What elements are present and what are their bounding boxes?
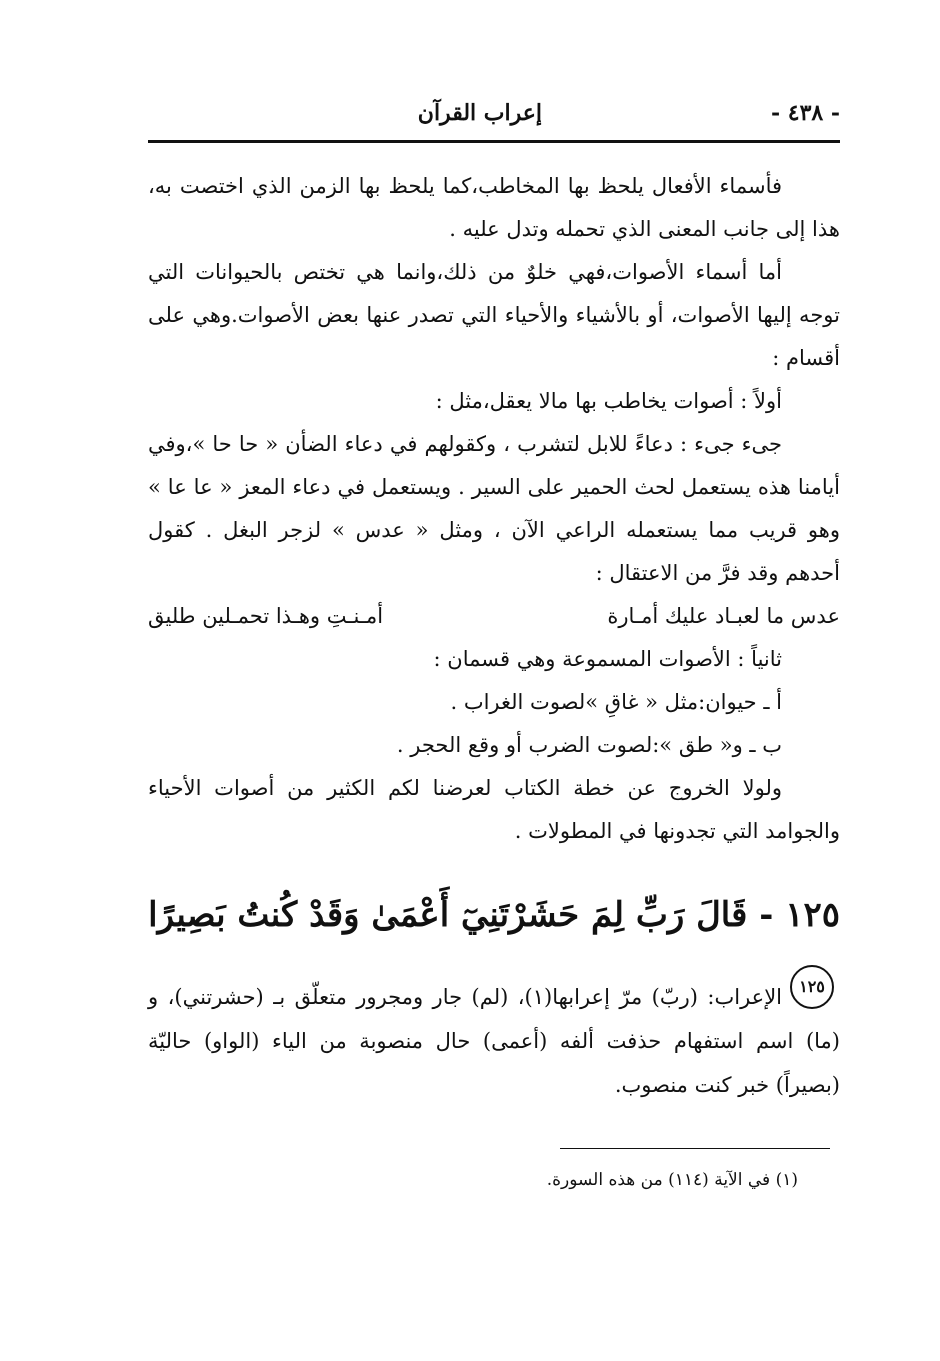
verse-first-hemistich: عدس ما لعبـاد عليك أمـارة [607, 604, 840, 628]
paragraph-conclusion: ولولا الخروج عن خطة الكتاب لعرضنا لكم الكثير من أصوات الأحياء والجوامد التي تجدونها في المطولات . [148, 776, 840, 843]
footnote: (١) في الآية (١١٤) من هذه السورة. [546, 1170, 798, 1190]
book-title: إعراب القرآن [417, 100, 542, 126]
list-item-object: ب ـ و« طق »:لصوت الضرب أو وقع الحجر . [396, 733, 782, 757]
analysis-paragraph: الإعراب: (ربّ) مرّ إعرابها(١)، (لم) جار ومجرور متعلّق بـ (حشرتني)، و (ما) اسم استفهام حذفت ألفه (أعمى) حال منصوبة من الياء (الواو) حاليّة (بصيراً) خبر كنت منصوب. [148, 985, 840, 1097]
paragraph-first-type: أولاً : أصوات يخاطب بها مالا يعقل،مثل : [435, 389, 782, 413]
main-text [148, 165, 840, 853]
paragraph-verb-nouns: فأسماء الأفعال يلحظ بها المخاطب،كما يلحظ بها الزمن الذي اختصت به، هذا إلى جانب المعنى الذي تحمله وتدل عليه . [148, 174, 840, 241]
poetry-verse [148, 595, 840, 638]
quran-verse [148, 880, 840, 996]
paragraph-sound-nouns: أما أسماء الأصوات،فهي خلوٌ من ذلك،وانما هي تختص بالحيوانات التي توجه إليها الأصوات، أو بالأشياء والأحياء التي تصدر عنها بعض الأصوات.وهي على أقسام : [148, 260, 840, 370]
ayah-end-mark: ١٢٥ [790, 965, 834, 1009]
list-item-animal: أ ـ حيوان:مثل « غاقِ »لصوت الغراب . [450, 690, 782, 714]
header-rule [148, 140, 840, 143]
grammatical-analysis [148, 975, 840, 1107]
verse-number: ١٢٥ - [759, 895, 840, 935]
page-header [148, 100, 840, 138]
page-number: - ٤٣٨ - [770, 100, 840, 126]
footnote-rule [560, 1148, 830, 1149]
verse-second-hemistich: أمـنـتِ وهـذا تحمـلين طليق [148, 604, 384, 628]
verse-text: قَالَ رَبِّ لِمَ حَشَرْتَنِيٓ أَعْمَىٰ وَقَدْ كُنتُ بَصِيرًا [148, 895, 748, 935]
paragraph-second-type: ثانياً : الأصوات المسموعة وهي قسمان : [433, 647, 782, 671]
paragraph-examples: جىء جىء : دعاءً للابل لتشرب ، وكقولهم في دعاء الضأن « حا حا »،وفي أيامنا هذه يستعمل لحث الحمير على السير . ويستعمل في دعاء المعز « عا عا » وهو قريب مما يستعمله الراعي الآن ، ومثل « عدس » لزجر البغل . كقول أحدهم وقد فرَّ من الاعتقال : [148, 432, 840, 585]
